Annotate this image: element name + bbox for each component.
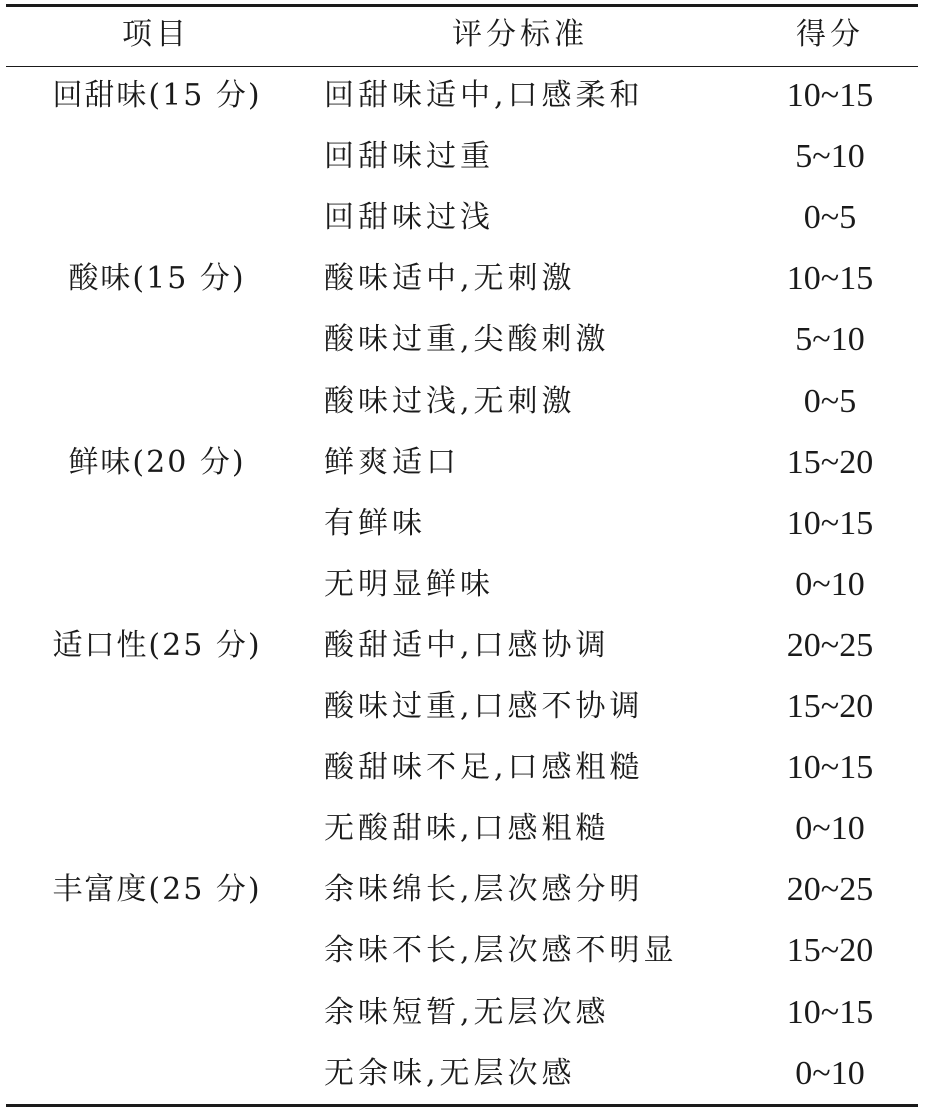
header-item: 项目	[122, 17, 190, 52]
row-score: 0~10	[795, 810, 865, 848]
row-criteria: 回甜味过重	[324, 139, 494, 175]
row-score: 0~5	[803, 199, 857, 237]
table-row	[0, 800, 928, 861]
row-score: 10~15	[786, 993, 874, 1031]
row-score: 5~10	[795, 321, 865, 359]
row-score: 20~25	[786, 871, 874, 909]
row-criteria: 余味短暂,无层次感	[324, 994, 610, 1030]
row-score: 10~15	[786, 504, 874, 542]
row-criteria: 回甜味适中,口感柔和	[324, 78, 644, 113]
row-criteria: 余味绵长,层次感分明	[324, 872, 644, 908]
table-row	[0, 922, 928, 983]
row-criteria: 酸味适中,无刺激	[324, 261, 576, 297]
row-criteria: 有鲜味	[324, 505, 426, 541]
table-row	[0, 434, 928, 495]
row-item: 鲜味(20 分)	[68, 444, 246, 480]
row-criteria: 无明显鲜味	[324, 566, 494, 602]
row-score: 15~20	[786, 688, 874, 725]
row-criteria: 无余味,无层次感	[324, 1055, 576, 1091]
row-score: 0~10	[795, 565, 865, 603]
table-row	[0, 128, 928, 189]
row-score: 10~15	[786, 260, 874, 298]
row-score: 0~10	[795, 1054, 865, 1092]
header-criteria: 评分标准	[452, 17, 588, 52]
row-criteria: 无酸甜味,口感粗糙	[324, 811, 610, 847]
row-criteria: 鲜爽适口	[324, 444, 460, 480]
row-criteria: 酸味过重,口感不协调	[324, 689, 644, 724]
row-item: 酸味(15 分)	[68, 261, 246, 297]
table-row	[0, 250, 928, 311]
table-row	[0, 189, 928, 250]
table-top-rule	[6, 4, 918, 7]
table-bottom-rule	[6, 1104, 918, 1107]
row-score: 10~15	[786, 77, 874, 114]
table-row	[0, 311, 928, 372]
table-row	[0, 739, 928, 800]
table-row	[0, 984, 928, 1045]
header-score: 得分	[796, 17, 864, 52]
table-row	[0, 861, 928, 922]
row-item: 回甜味(15 分)	[52, 78, 262, 113]
row-score: 20~25	[786, 626, 874, 664]
row-criteria: 回甜味过浅	[324, 200, 494, 236]
table-row	[0, 556, 928, 617]
row-item: 适口性(25 分)	[52, 627, 262, 663]
table-row	[0, 617, 928, 678]
table-row	[0, 373, 928, 434]
table-row	[0, 67, 928, 128]
row-criteria: 酸味过重,尖酸刺激	[324, 322, 610, 358]
row-score: 15~20	[786, 932, 874, 970]
row-criteria: 酸甜适中,口感协调	[324, 627, 610, 663]
row-score: 15~20	[786, 443, 874, 481]
table-row	[0, 678, 928, 739]
table-row	[0, 495, 928, 556]
row-score: 5~10	[795, 138, 865, 176]
row-criteria: 酸甜味不足,口感粗糙	[324, 750, 644, 786]
row-criteria: 余味不长,层次感不明显	[324, 933, 678, 969]
row-criteria: 酸味过浅,无刺激	[324, 383, 576, 419]
row-score: 0~5	[803, 382, 857, 420]
row-score: 10~15	[786, 749, 874, 787]
row-item: 丰富度(25 分)	[52, 872, 262, 908]
table-row	[0, 1045, 928, 1106]
